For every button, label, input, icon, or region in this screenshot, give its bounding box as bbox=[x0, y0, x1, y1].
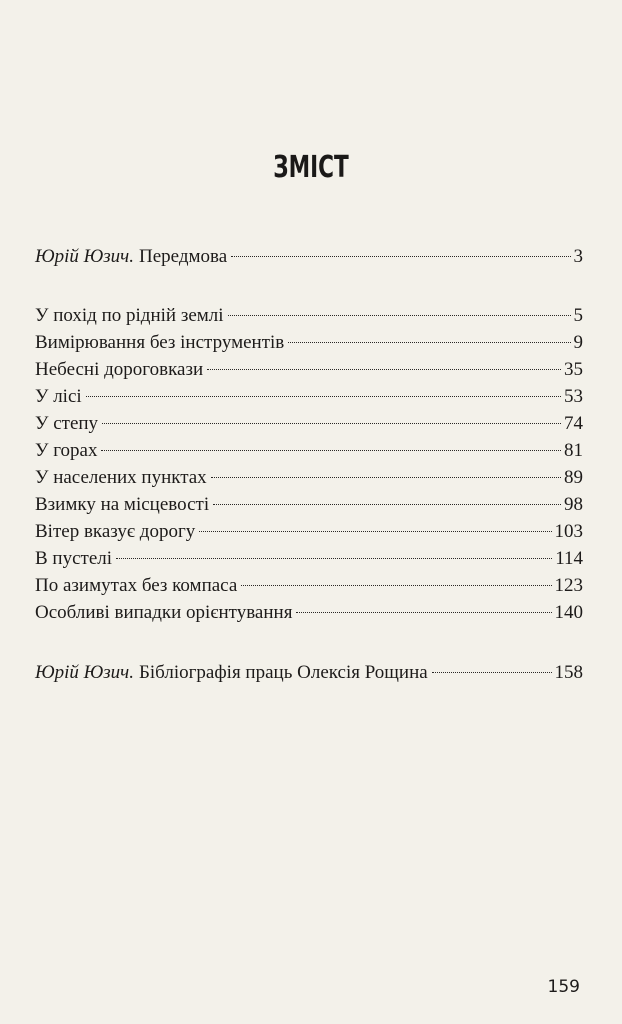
dot-leader bbox=[231, 256, 570, 257]
dot-leader bbox=[296, 612, 551, 613]
toc-entry[interactable] bbox=[35, 464, 583, 491]
dot-leader bbox=[432, 672, 552, 673]
toc-entry-title: У лісі bbox=[35, 386, 82, 407]
dot-leader bbox=[102, 423, 561, 424]
toc-entry[interactable] bbox=[35, 599, 583, 626]
toc-entry-bibliography[interactable] bbox=[35, 659, 583, 686]
toc-entry[interactable] bbox=[35, 572, 583, 599]
toc-entry-title: Бібліографія праць Олексія Рощина bbox=[138, 662, 428, 683]
toc-entry-title: Вимірювання без інструментів bbox=[35, 332, 285, 353]
toc-entry[interactable] bbox=[35, 410, 583, 437]
toc-entry-author: Юрій Юзич. bbox=[35, 662, 134, 683]
toc-entry-page: 89 bbox=[564, 467, 583, 488]
toc-entry-page: 103 bbox=[554, 521, 583, 542]
toc-entry-page: 5 bbox=[573, 305, 583, 326]
toc-entry-page: 140 bbox=[554, 602, 583, 623]
toc-entry-title: У степу bbox=[35, 413, 99, 434]
toc-entry-title: По азимутах без компаса bbox=[35, 575, 238, 596]
toc-entry[interactable] bbox=[35, 329, 583, 356]
toc-entry-title: Небесні дороговкази bbox=[35, 359, 204, 380]
toc-entry[interactable] bbox=[35, 437, 583, 464]
toc-entry-preface[interactable] bbox=[35, 243, 583, 270]
dot-leader bbox=[101, 450, 561, 451]
toc-entry[interactable] bbox=[35, 356, 583, 383]
toc-entry-page: 81 bbox=[564, 440, 583, 461]
toc-entry-title: Взимку на місцевості bbox=[35, 494, 210, 515]
dot-leader bbox=[199, 531, 551, 532]
toc-entry-page: 53 bbox=[564, 386, 583, 407]
toc-entry-page: 114 bbox=[555, 548, 583, 569]
toc-entry-page: 123 bbox=[554, 575, 583, 596]
toc-entry-title: У населених пунктах bbox=[35, 467, 207, 488]
toc-entry-title: Передмова bbox=[138, 246, 228, 267]
toc-entry-author: Юрій Юзич. bbox=[35, 246, 134, 267]
toc-entry-title: Особливі випадки орієнтування bbox=[35, 602, 293, 623]
toc-entry-title: В пустелі bbox=[35, 548, 113, 569]
toc-chapters bbox=[35, 302, 583, 626]
toc-entry-page: 3 bbox=[573, 246, 583, 267]
toc-entry[interactable] bbox=[35, 518, 583, 545]
dot-leader bbox=[213, 504, 561, 505]
toc-entry[interactable] bbox=[35, 545, 583, 572]
toc-intro bbox=[35, 243, 583, 270]
toc-entry[interactable] bbox=[35, 383, 583, 410]
dot-leader bbox=[228, 315, 571, 316]
toc-entry-page: 98 bbox=[564, 494, 583, 515]
dot-leader bbox=[241, 585, 551, 586]
toc-entry-title: У похід по рідній землі bbox=[35, 305, 224, 326]
toc-entry-page: 9 bbox=[573, 332, 583, 353]
toc-entry-title: Вітер вказує дорогу bbox=[35, 521, 196, 542]
dot-leader bbox=[288, 342, 570, 343]
dot-leader bbox=[207, 369, 561, 370]
toc-outro bbox=[35, 659, 583, 686]
toc-entry-page: 35 bbox=[564, 359, 583, 380]
dot-leader bbox=[211, 477, 561, 478]
toc-entry-page: 158 bbox=[554, 662, 583, 683]
toc-entry[interactable] bbox=[35, 302, 583, 329]
page-number: 159 bbox=[547, 977, 580, 997]
dot-leader bbox=[86, 396, 561, 397]
page-title: ЗМІСТ bbox=[273, 150, 349, 185]
toc-entry[interactable] bbox=[35, 491, 583, 518]
dot-leader bbox=[116, 558, 552, 559]
toc-entry-page: 74 bbox=[564, 413, 583, 434]
toc-entry-title: У горах bbox=[35, 440, 98, 461]
